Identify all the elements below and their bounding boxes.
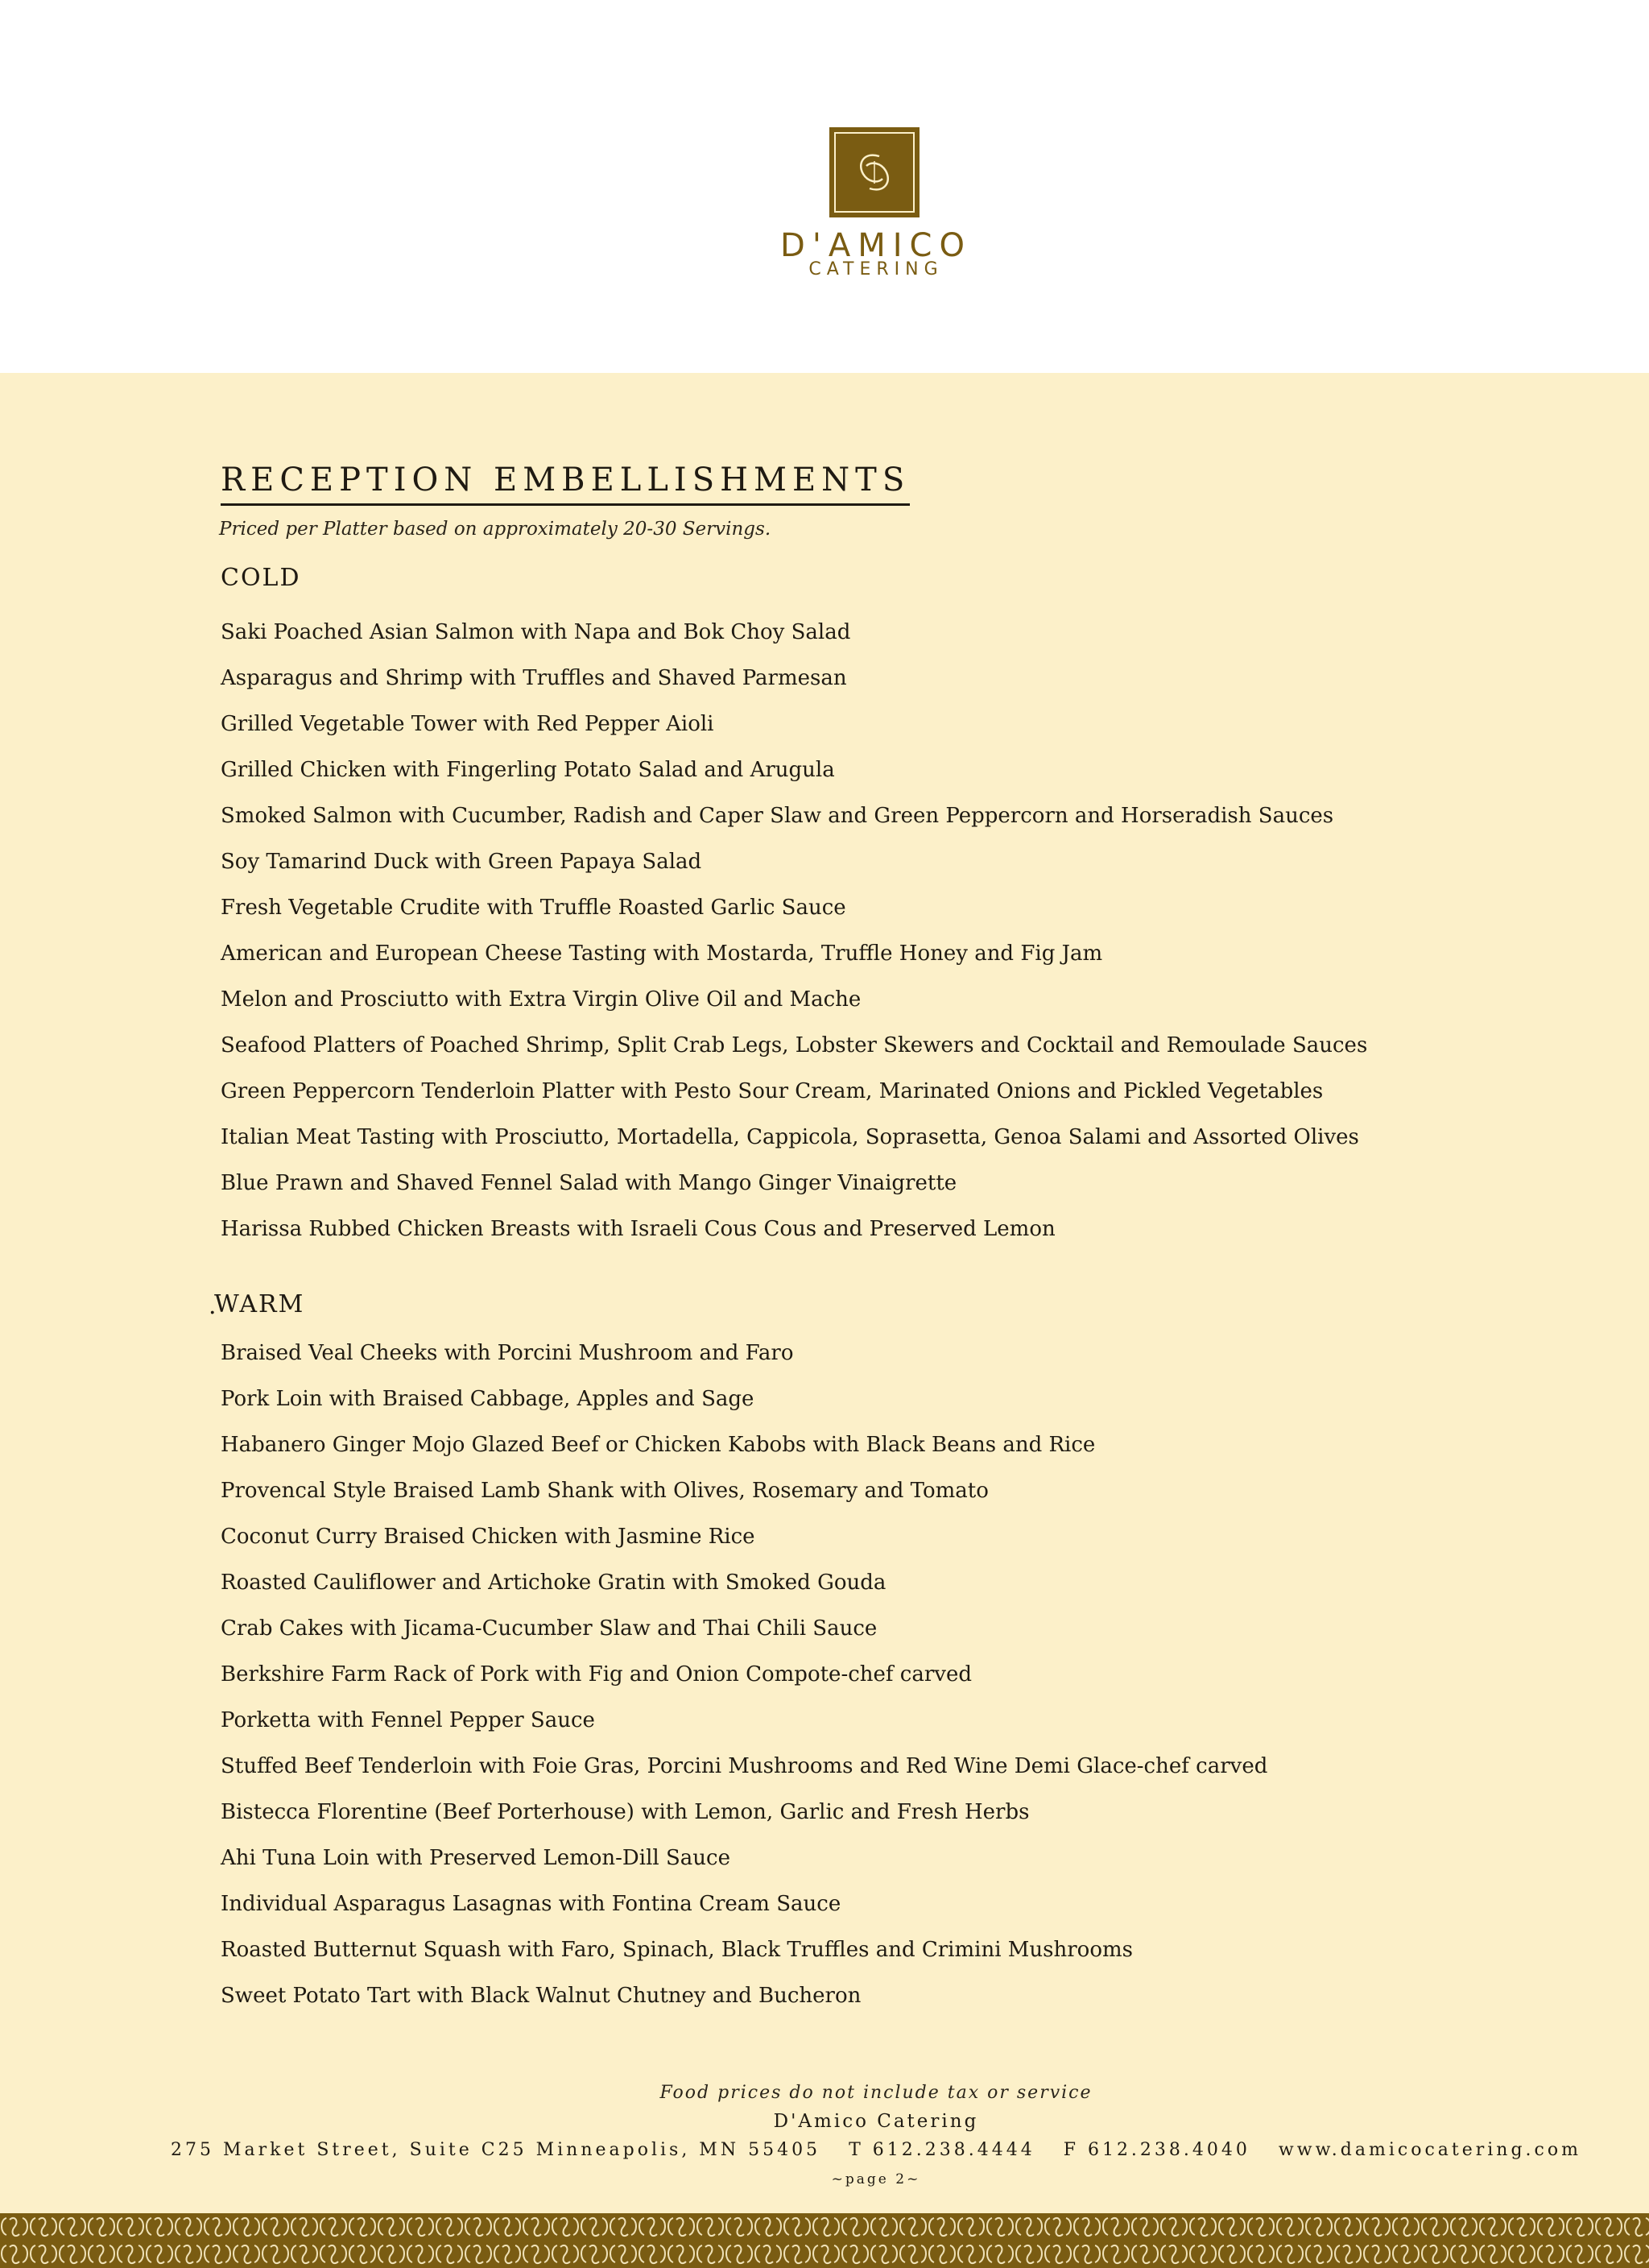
cold-menu-item: Soy Tamarind Duck with Green Papaya Salad <box>221 850 702 874</box>
cold-section-heading: COLD <box>221 564 301 592</box>
warm-menu-item: Individual Asparagus Lasagnas with Fontina Cream Sauce <box>221 1892 841 1916</box>
warm-section-heading: WARM <box>214 1290 305 1318</box>
page-title: RECEPTION EMBELLISHMENTS <box>221 460 910 506</box>
cold-menu-item: Grilled Vegetable Tower with Red Pepper Aioli <box>221 712 714 736</box>
cold-menu-item: Italian Meat Tasting with Prosciutto, Mortadella, Cappicola, Soprasetta, Genoa Salami and Assorted Olives <box>221 1125 1359 1149</box>
cold-menu-item: American and European Cheese Tasting with Mostarda, Truffle Honey and Fig Jam <box>221 942 1103 966</box>
cold-menu-item: Asparagus and Shrimp with Truffles and Shaved Parmesan <box>221 666 847 690</box>
warm-menu-list <box>221 1331 1267 2019</box>
tax-note: Food prices do not include tax or service <box>659 2083 1093 2103</box>
warm-menu-item: Berkshire Farm Rack of Pork with Fig and Onion Compote-chef carved <box>221 1662 973 1687</box>
cold-menu-item: Blue Prawn and Shaved Fennel Salad with Mango Ginger Vinaigrette <box>221 1171 957 1195</box>
warm-menu-item: Bistecca Florentine (Beef Porterhouse) with Lemon, Garlic and Fresh Herbs <box>221 1800 1030 1824</box>
warm-menu-item: Crab Cakes with Jicama-Cucumber Slaw and Thai Chili Sauce <box>221 1616 878 1641</box>
warm-menu-item: Braised Veal Cheeks with Porcini Mushroom and Faro <box>221 1341 794 1365</box>
cold-menu-list <box>221 610 1367 1252</box>
page-header <box>0 0 1649 373</box>
footer-contact <box>0 2140 1649 2160</box>
warm-menu-item: Ahi Tuna Loin with Preserved Lemon-Dill Sauce <box>221 1846 730 1870</box>
page-number: ~page 2~ <box>831 2171 921 2187</box>
warm-menu-item: Roasted Cauliflower and Artichoke Gratin with Smoked Gouda <box>221 1571 886 1595</box>
warm-menu-item: Porketta with Fennel Pepper Sauce <box>221 1708 595 1732</box>
cold-menu-item: Saki Poached Asian Salmon with Napa and Bok Choy Salad <box>221 620 851 644</box>
stray-dot: . <box>209 1292 217 1320</box>
cold-menu-item: Harissa Rubbed Chicken Breasts with Israeli Cous Cous and Preserved Lemon <box>221 1217 1056 1241</box>
warm-menu-item: Stuffed Beef Tenderloin with Foie Gras, Porcini Mushrooms and Red Wine Demi Glace-chef carved <box>221 1754 1268 1778</box>
cold-menu-item: Melon and Prosciutto with Extra Virgin Olive Oil and Mache <box>221 987 862 1012</box>
cold-menu-item: Green Peppercorn Tenderloin Platter with Pesto Sour Cream, Marinated Onions and Pickled Vegetables <box>221 1079 1324 1103</box>
footer-fax: F 612.238.4040 <box>1063 2140 1250 2160</box>
warm-menu-item: Pork Loin with Braised Cabbage, Apples and Sage <box>221 1387 754 1411</box>
brand-subtitle: CATERING <box>808 259 944 279</box>
decorative-border <box>0 2213 1649 2268</box>
footer-phone: T 612.238.4444 <box>849 2140 1035 2160</box>
warm-menu-item: Provencal Style Braised Lamb Shank with Olives, Rosemary and Tomato <box>221 1479 989 1503</box>
brand-name: D'AMICO <box>780 227 972 264</box>
footer-address: 275 Market Street, Suite C25 Minneapolis, MN 55405 <box>171 2140 821 2160</box>
pricing-note: Priced per Platter based on approximately 20-30 Servings. <box>219 519 771 540</box>
warm-menu-item: Habanero Ginger Mojo Glazed Beef or Chicken Kabobs with Black Beans and Rice <box>221 1433 1096 1457</box>
cold-menu-item: Fresh Vegetable Crudite with Truffle Roasted Garlic Sauce <box>221 896 846 920</box>
warm-menu-item: Coconut Curry Braised Chicken with Jasmine Rice <box>221 1525 755 1549</box>
footer-company: D'Amico Catering <box>773 2111 979 2132</box>
damico-logo-icon <box>829 127 920 217</box>
warm-menu-item: Sweet Potato Tart with Black Walnut Chutney and Bucheron <box>221 1984 862 2008</box>
cold-menu-item: Smoked Salmon with Cucumber, Radish and Caper Slaw and Green Peppercorn and Horseradish Sauces <box>221 804 1334 828</box>
warm-menu-item: Roasted Butternut Squash with Faro, Spinach, Black Truffles and Crimini Mushrooms <box>221 1938 1133 1962</box>
cold-menu-item: Seafood Platters of Poached Shrimp, Split Crab Legs, Lobster Skewers and Cocktail and Remoulade Sauces <box>221 1033 1368 1057</box>
footer-website[interactable]: www.damicocatering.com <box>1278 2140 1581 2160</box>
cold-menu-item: Grilled Chicken with Fingerling Potato Salad and Arugula <box>221 758 835 782</box>
